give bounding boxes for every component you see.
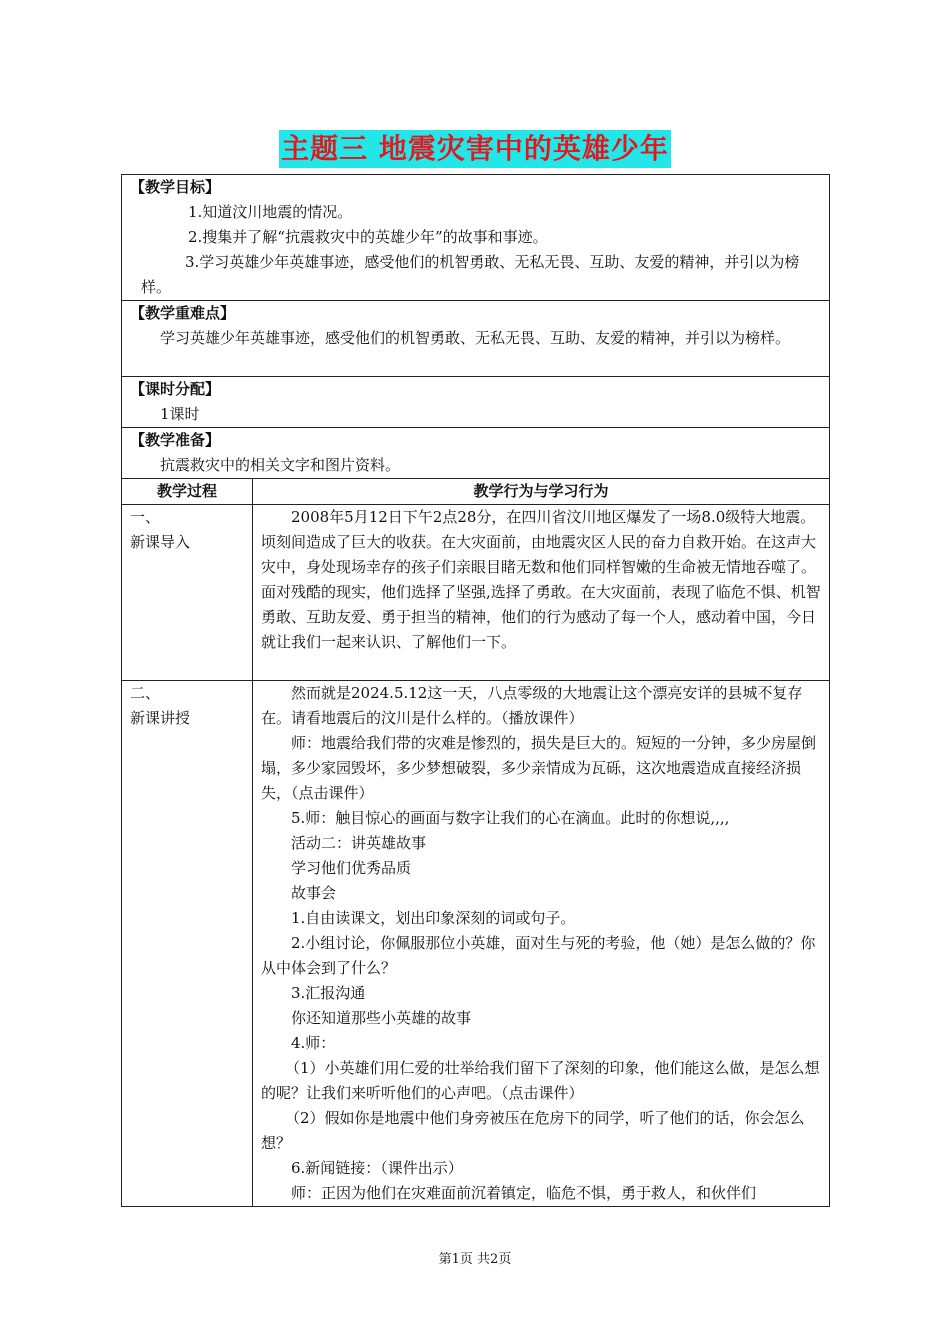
title-container [0,130,950,168]
key-points-text: 学习英雄少年英雄事迹，感受他们的机智勇敢、无私无畏、互助、友爱的精神，并引以为榜样。 [160,329,791,347]
content-paragraph: 6.新闻链接：（课件出示） [291,1159,463,1177]
content-paragraph: 然而就是2024.5.12这一天，八点零级的大地震让这个漂亮安详的县城不复存在。请看地震后的汶川是什么样的。（播放课件） [261,684,803,727]
document-title: 主题三 地震灾害中的英雄少年 [279,130,671,168]
page-footer: 第1页 共2页 [438,1252,512,1267]
content-paragraph: 5.师：触目惊心的画面与数字让我们的心在滴血。此时的你想说,,,, [291,809,730,827]
content-paragraph: 2.小组讨论，你佩服那位小英雄，面对生与死的考验，他（她）是怎么做的？你从中体会到了什么？ [261,934,816,977]
content-paragraph: 故事会 [291,884,337,902]
content-paragraph: 1.自由读课文，划出印象深刻的词或句子。 [291,909,576,927]
content-paragraph: （2）假如你是地震中他们身旁被压在危房下的同学，听了他们的话，你会怎么想？ [261,1109,805,1152]
content-paragraph: 学习他们优秀品质 [291,859,412,877]
prep-text: 抗震救灾中的相关文字和图片资料。 [160,456,401,474]
goals-row [122,175,830,301]
content-paragraph: 师：正因为他们在灾难面前沉着镇定，临危不惧，勇于救人，和伙伴们 [291,1184,757,1202]
key-points-heading: 【教学重难点】 [130,304,236,322]
content-paragraph: 活动二：讲英雄故事 [291,834,427,852]
content-paragraph: 3.汇报沟通 [291,984,366,1002]
goal-item: 2.搜集并了解“抗震救灾中的英雄少年”的故事和事迹。 [188,228,548,246]
hours-text: 1课时 [160,405,200,423]
goal-item: 1.知道汶川地震的情况。 [188,203,353,221]
column-header-process: 教学过程 [122,479,253,505]
hours-heading: 【课时分配】 [130,380,221,398]
stage-name: 新课导入 [130,533,191,551]
content-paragraph: （1）小英雄们用仁爱的壮举给我们留下了深刻的印象，他们能这么做，是怎么想的呢？让我们来听听他们的心声吧。（点击课件） [261,1059,820,1102]
column-header-behavior: 教学行为与学习行为 [253,479,830,505]
stage-number: 一、 [130,508,161,526]
goals-heading: 【教学目标】 [130,178,221,196]
stage-number: 二、 [130,684,161,702]
prep-heading: 【教学准备】 [130,431,221,449]
lesson-plan-table [121,174,830,1207]
content-paragraph: 4.师： [291,1034,336,1052]
content-paragraph: 师：地震给我们带的灾难是惨烈的，损失是巨大的。短短的一分钟，多少房屋倒塌，多少家园毁坏，多少梦想破裂，多少亲情成为瓦砾，这次地震造成直接经济损失，（点击课件） [261,734,817,802]
process-row-intro [122,505,830,681]
content-paragraph: 2008年5月12日下午2点28分，在四川省汶川地区爆发了一场8.0级特大地震。顷刻间造成了巨大的收获。在大灾面前，由地震灾区人民的奋力自救开始。在这声大灾中，身处现场幸存的孩子们亲眼目睹无数和他们同样智嫩的生命被无情地吞噬了。面对残酷的现实，他们选择了坚强,选择了勇敢。在大灾面前，表现了临危不惧、机智勇敢、互助友爱、勇于担当的精神，他们的行为感动了每一个人，感动着中国，今日就让我们一起来认识、了解他们一下。 [261,508,821,651]
prep-row [122,428,830,479]
content-paragraph: 你还知道那些小英雄的故事 [291,1009,472,1027]
key-points-row [122,301,830,377]
process-header-row [122,479,830,505]
stage-name: 新课讲授 [130,709,191,727]
process-row-teaching [122,681,830,1207]
hours-row [122,377,830,428]
goal-item: 3.学习英雄少年英雄事迹，感受他们的机智勇敢、无私无畏、互助、友爱的精神，并引以为榜样。 [141,253,800,296]
